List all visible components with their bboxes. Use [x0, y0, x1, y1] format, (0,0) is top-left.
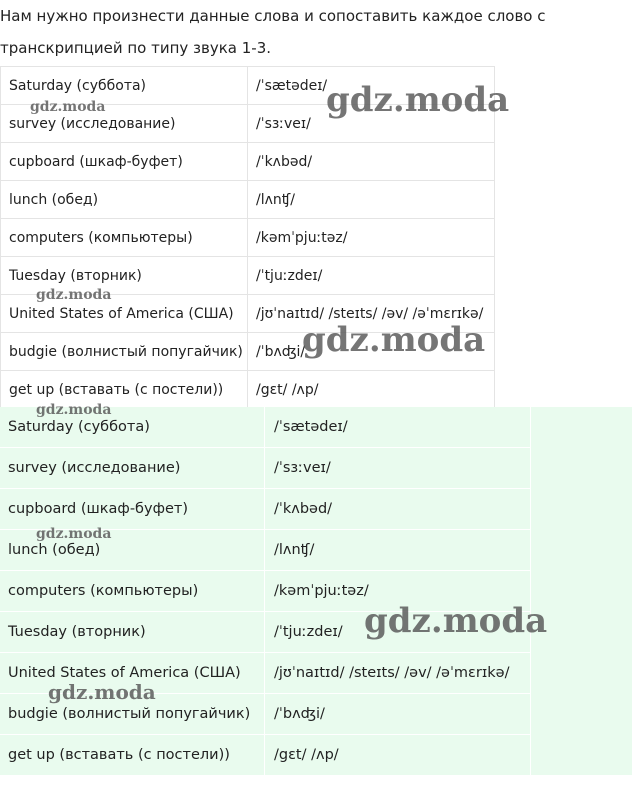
- watermark: gdz.moda: [48, 680, 156, 704]
- watermark: gdz.moda: [36, 402, 112, 418]
- table-row: [0, 694, 531, 735]
- word-cell: cupboard (шкаф-буфет): [0, 489, 265, 530]
- transcription-cell: /gɛt/ /ʌp/: [248, 371, 495, 409]
- table-row: [0, 407, 531, 448]
- table-row: [1, 143, 495, 181]
- word-cell: Saturday (суббота): [1, 67, 248, 105]
- word-cell: United States of America (США): [1, 295, 248, 333]
- table-row: [1, 295, 495, 333]
- word-cell: lunch (обед): [1, 181, 248, 219]
- watermark: gdz.moda: [36, 287, 112, 303]
- transcription-table-2: [0, 407, 632, 775]
- word-cell: lunch (обед): [0, 530, 265, 571]
- transcription-cell: /ˈtjuːzdeɪ/: [248, 257, 495, 295]
- word-cell: Tuesday (вторник): [1, 257, 248, 295]
- word-cell: survey (исследование): [1, 105, 248, 143]
- intro-line-2: транскрипцией по типу звука 1-3.: [0, 39, 272, 57]
- table-row: [1, 371, 495, 409]
- table-row: [1, 105, 495, 143]
- transcription-cell: /lʌnʧ/: [248, 181, 495, 219]
- watermark: gdz.moda: [30, 99, 106, 115]
- transcription-cell: /kəmˈpjuːtəz/: [265, 571, 531, 612]
- table-row: [1, 181, 495, 219]
- watermark: gdz.moda: [364, 601, 548, 641]
- transcription-cell: /ˈbʌʤi/: [265, 694, 531, 735]
- transcription-cell: /ˈsætədeɪ/: [265, 407, 531, 448]
- table-row: [0, 735, 531, 776]
- word-cell: budgie (волнистый попугайчик): [1, 333, 248, 371]
- table-row: [1, 219, 495, 257]
- word-cell: United States of America (США): [0, 653, 265, 694]
- table-row: [0, 612, 531, 653]
- word-cell: get up (вставать (с постели)): [0, 735, 265, 776]
- table-row: [0, 571, 531, 612]
- transcription-cell: /gɛt/ /ʌp/: [265, 735, 531, 776]
- word-cell: survey (исследование): [0, 448, 265, 489]
- watermark: gdz.moda: [36, 526, 112, 542]
- table-row: [0, 653, 531, 694]
- watermark: gdz.moda: [302, 320, 486, 360]
- word-cell: computers (компьютеры): [1, 219, 248, 257]
- transcription-cell: /ˈsætədeɪ/: [248, 67, 495, 105]
- table-row: [0, 448, 531, 489]
- table-row: [0, 530, 531, 571]
- watermark: gdz.moda: [326, 80, 510, 120]
- transcription-cell: /lʌnʧ/: [265, 530, 531, 571]
- intro-text: [0, 0, 625, 64]
- transcription-cell: /ˈkʌbəd/: [265, 489, 531, 530]
- table-row: [0, 489, 531, 530]
- table-row: [1, 257, 495, 295]
- intro-line-1: Нам нужно произнести данные слова и сопоставить каждое слово с: [0, 7, 546, 25]
- word-cell: computers (компьютеры): [0, 571, 265, 612]
- table-row: [1, 333, 495, 371]
- transcription-cell: /ˈsɜːveɪ/: [265, 448, 531, 489]
- word-cell: get up (вставать (с постели)): [1, 371, 248, 409]
- transcription-cell: /ˈsɜːveɪ/: [248, 105, 495, 143]
- word-cell: cupboard (шкаф-буфет): [1, 143, 248, 181]
- word-cell: Tuesday (вторник): [0, 612, 265, 653]
- table-row: [1, 67, 495, 105]
- word-cell: budgie (волнистый попугайчик): [0, 694, 265, 735]
- transcription-cell: /kəmˈpjuːtəz/: [248, 219, 495, 257]
- transcription-cell: /ˈtjuːzdeɪ/: [265, 612, 531, 653]
- word-cell: Saturday (суббота): [0, 407, 265, 448]
- transcription-cell: /ˈbʌʤi/: [248, 333, 495, 371]
- transcription-table-1: [0, 66, 495, 409]
- transcription-cell: /jʊˈnaɪtɪd/ /steɪts/ /əv/ /əˈmɛrɪkə/: [248, 295, 495, 333]
- transcription-cell: /ˈkʌbəd/: [248, 143, 495, 181]
- transcription-cell: /jʊˈnaɪtɪd/ /steɪts/ /əv/ /əˈmɛrɪkə/: [265, 653, 531, 694]
